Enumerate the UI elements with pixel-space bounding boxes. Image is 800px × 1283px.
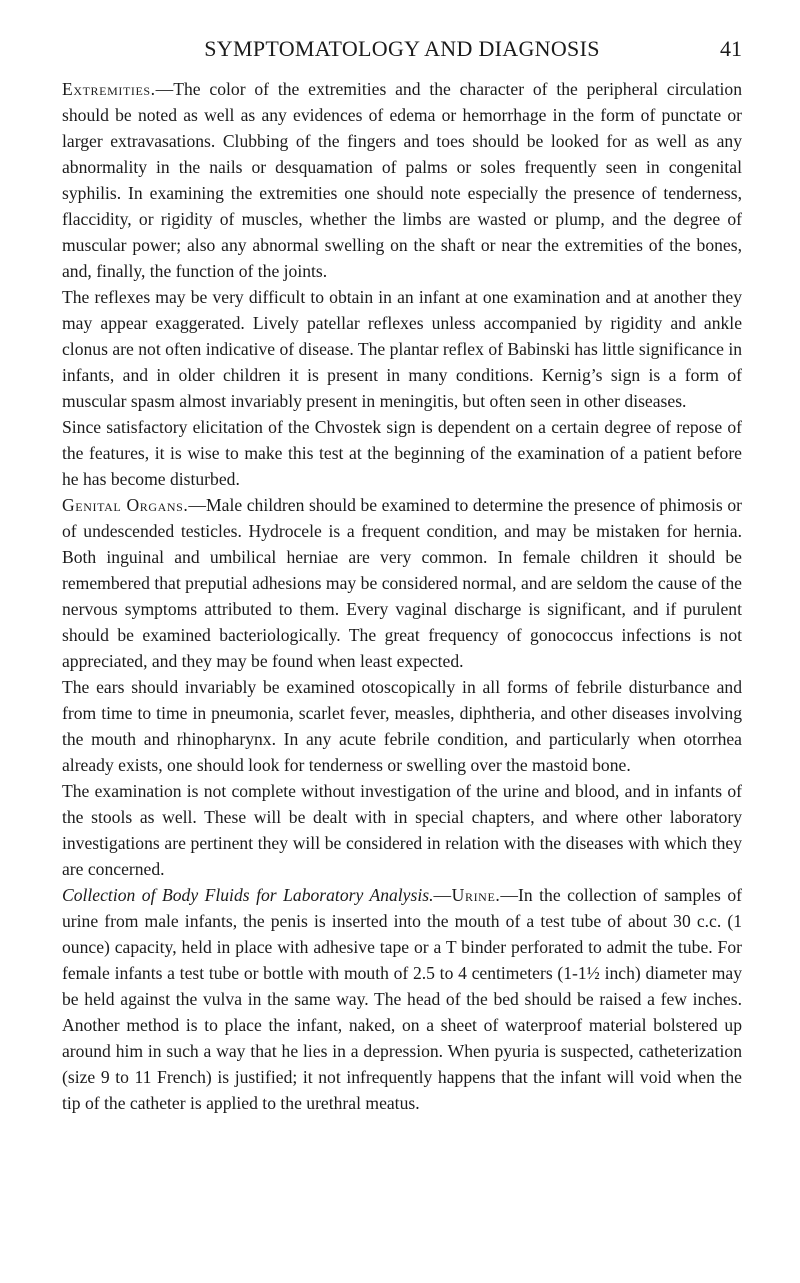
paragraph-chvostek xyxy=(62,414,742,492)
paragraph-text: —In the collection of samples of urine from male infants, the penis is inserted into the mouth of a test tube of about 30 c.c. (1 ounce) capacity, held in place with adhesive tape or a T binder perforated to admit the tube. For female infants a test tube or bottle with mouth of 2.5 to 4 centimeters (1-1½ inch) diameter may be held against the vulva in the same way. The head of the bed should be raised a few inches. Another method is to place the infant, naked, on a sheet of waterproof material bolstered up around him in such a way that he lies in a depression. When pyuria is suspected, catheterization (size 9 to 11 French) is justified; it not infrequently happens that the infant will void when the tip of the catheter is applied to the urethral meatus. xyxy=(62,885,742,1113)
paragraph-examination xyxy=(62,778,742,882)
page-header xyxy=(62,36,742,66)
paragraph-text: —The color of the extremities and the character of the peripheral circulation should be noted as well as any evidences of edema or hemorrhage in the form of punctate or larger extravasations. Clubbing of the fingers and toes should be looked for as well as any abnormality in the nails or desquamation of palms or soles frequently seen in congenital syphilis. In examining the extremities one should note especially the presence of tenderness, flaccidity, or rigidity of muscles, whether the limbs are wasted or plump, and the degree of muscular power; also any abnormal swelling on the shaft or near the extremities of the bones, and, finally, the function of the joints. xyxy=(62,79,742,281)
section-heading-extremities: Extremities. xyxy=(62,79,156,99)
paragraph-genital-organs xyxy=(62,492,742,674)
section-heading-genital-organs: Genital Organs. xyxy=(62,495,189,515)
paragraph-text: Since satisfactory elicitation of the Chvostek sign is dependent on a certain degree of repose of the features, it is wise to make this test at the beginning of the examination of a patient before he has become disturbed. xyxy=(62,417,742,489)
section-heading-collection: Collection of Body Fluids for Laboratory Analysis. xyxy=(62,885,434,905)
paragraph-ears xyxy=(62,674,742,778)
paragraph-extremities xyxy=(62,76,742,284)
page-number: 41 xyxy=(720,36,742,61)
body-text xyxy=(62,76,742,1116)
running-head: SYMPTOMATOLOGY AND DIAGNOSIS xyxy=(204,36,600,61)
paragraph-collection xyxy=(62,882,742,1116)
paragraph-text: —Male children should be examined to determine the presence of phimosis or of undescended testicles. Hydrocele is a frequent condition, and may be mistaken for hernia. Both inguinal and umbilical herniae are very common. In female children it should be remembered that preputial adhesions may be considered normal, and are seldom the cause of the nervous symptoms attributed to them. Every vaginal discharge is significant, and if purulent should be examined bacteriologically. The great frequency of gonococcus infections is not appreciated, and they may be found when least expected. xyxy=(62,495,742,671)
paragraph-reflexes xyxy=(62,284,742,414)
paragraph-text: The examination is not complete without investigation of the urine and blood, and in infants of the stools as well. These will be dealt with in special chapters, and where other laboratory investigations are pertinent they will be considered in relation with the diseases with which they are concerned. xyxy=(62,781,742,879)
paragraph-text: The ears should invariably be examined otoscopically in all forms of febrile disturbance and from time to time in pneumonia, scarlet fever, measles, diphtheria, and other diseases involving the mouth and rhinopharynx. In any acute febrile condition, and particularly when otorrhea already exists, one should look for tenderness or swelling over the mastoid bone. xyxy=(62,677,742,775)
subheading-urine: —Urine. xyxy=(433,885,501,905)
paragraph-text: The reflexes may be very difficult to obtain in an infant at one examination and at another they may appear exaggerated. Lively patellar reflexes unless accompanied by rigidity and ankle clonus are not often indicative of disease. The plantar reflex of Babinski has little significance in infants, and in older children it is present in many conditions. Kernig’s sign is a form of muscular spasm almost invariably present in meningitis, but often seen in other diseases. xyxy=(62,287,742,411)
